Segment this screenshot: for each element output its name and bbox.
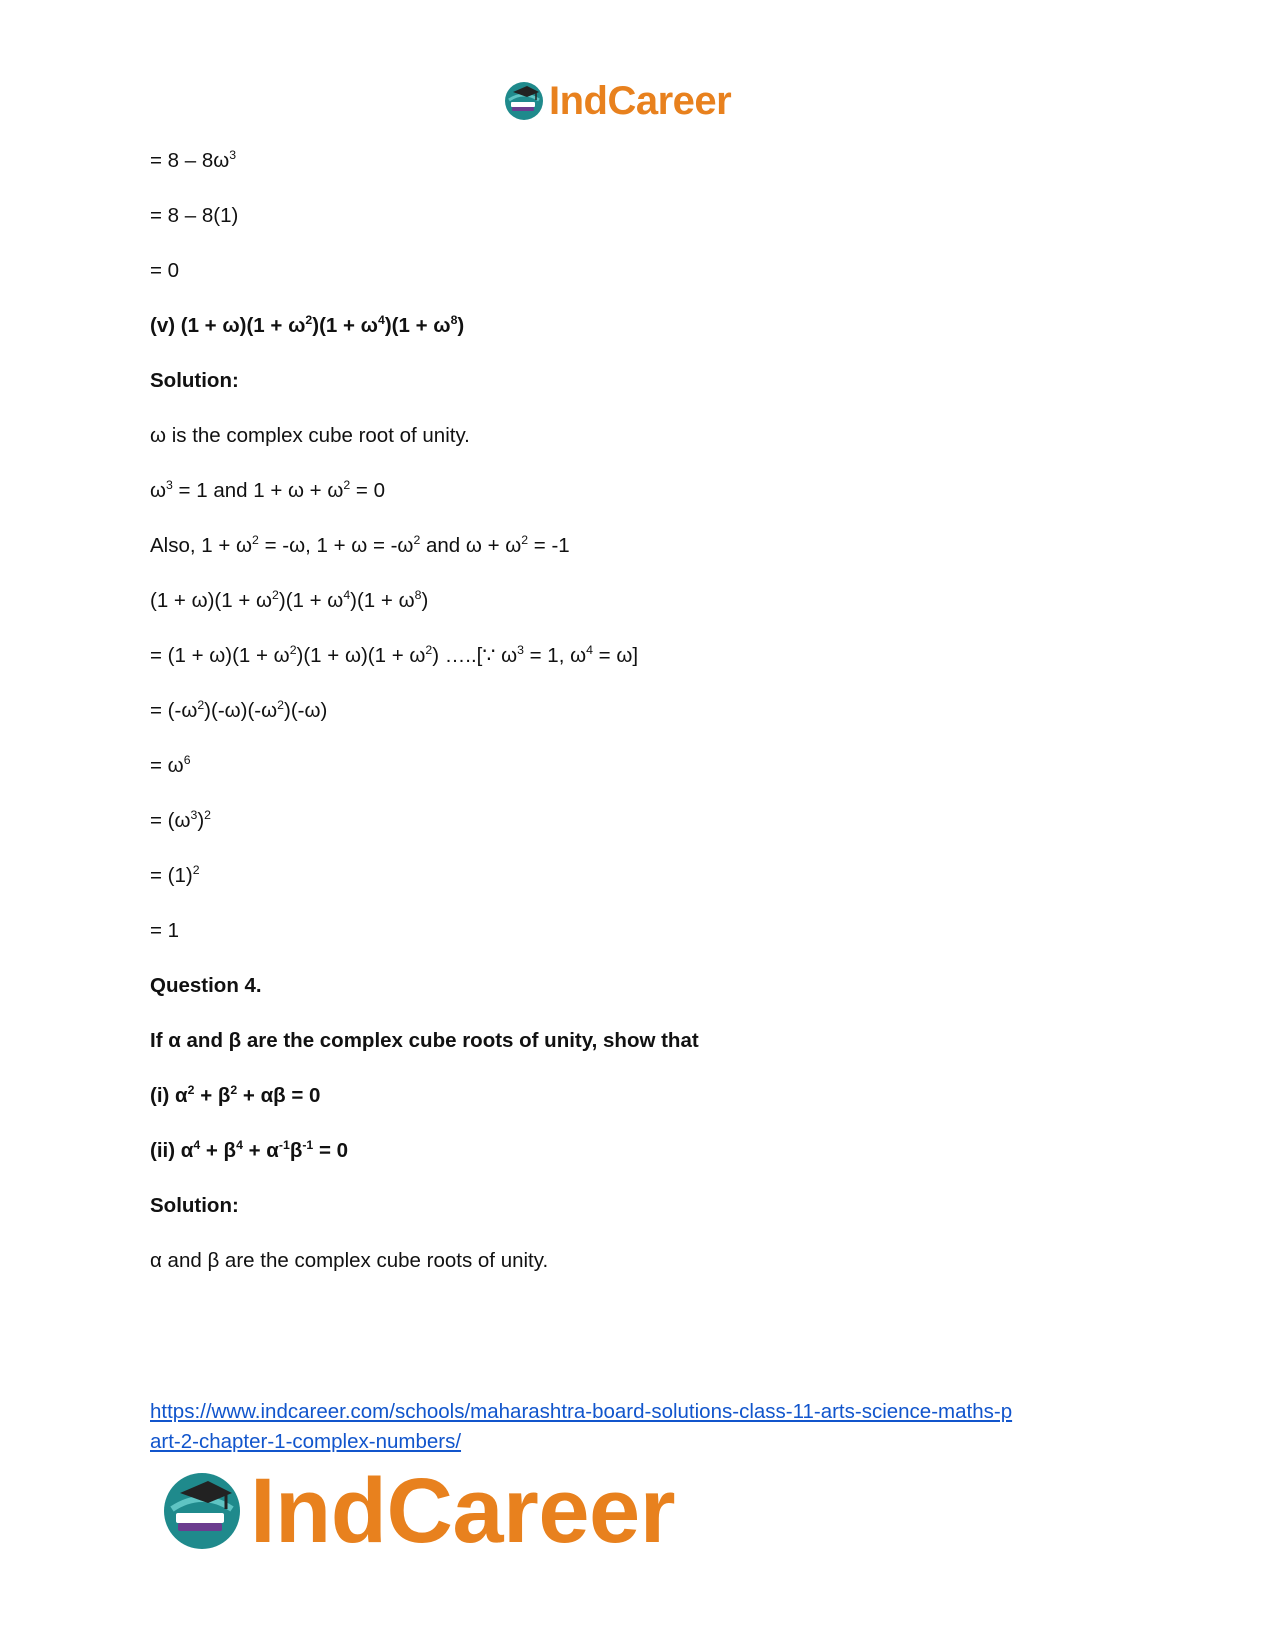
text-run: ) …..[∵ ω	[432, 644, 518, 667]
superscript: 4	[343, 588, 351, 603]
superscript: 2	[413, 533, 421, 548]
text-run: = (-ω	[150, 699, 198, 722]
text-line	[150, 641, 1130, 696]
text-run: )(1 + ω	[384, 314, 451, 337]
footer-logo	[160, 1460, 675, 1562]
superscript: 8	[414, 588, 422, 603]
text-run: + β	[200, 1139, 237, 1162]
superscript: 2	[305, 313, 313, 328]
superscript: 3	[190, 808, 198, 823]
text-run: Solution:	[150, 1194, 239, 1217]
superscript: 2	[192, 863, 200, 878]
text-run: α and β are the complex cube roots of unity.	[150, 1249, 549, 1272]
text-line	[150, 861, 1130, 916]
superscript: 4	[377, 313, 385, 328]
text-run: β	[289, 1139, 303, 1162]
source-link-block	[150, 1397, 1130, 1457]
text-run: )(-ω)	[284, 699, 328, 722]
graduation-globe-books-icon	[503, 80, 545, 122]
text-line	[150, 586, 1130, 641]
text-run: If α and β are the complex cube roots of unity, show that	[150, 1029, 699, 1052]
text-run: = (ω	[150, 809, 191, 832]
text-run: )(1 + ω	[350, 589, 415, 612]
text-run: ω	[150, 479, 167, 502]
superscript: 3	[517, 643, 524, 658]
text-line	[150, 916, 1130, 971]
text-run: )	[457, 314, 465, 337]
superscript: 2	[343, 478, 351, 493]
text-run: )	[421, 589, 429, 612]
text-line	[150, 806, 1130, 861]
text-line	[150, 201, 1130, 256]
text-line	[150, 476, 1130, 531]
footer-logo-text: IndCareer	[250, 1460, 675, 1562]
text-run: + α	[242, 1139, 279, 1162]
superscript: 2	[252, 533, 259, 548]
text-run: )(1 + ω)(1 + ω	[296, 644, 426, 667]
superscript: 2	[230, 1083, 238, 1098]
text-run: = (1 + ω)(1 + ω	[150, 644, 290, 667]
text-run: Solution:	[150, 369, 239, 392]
text-run: (1 + ω)(1 + ω	[150, 589, 273, 612]
superscript: 2	[197, 698, 205, 713]
superscript: 2	[272, 588, 279, 603]
text-line	[150, 971, 1130, 1026]
text-run: = 1	[150, 919, 180, 942]
source-link[interactable]	[150, 1400, 1012, 1453]
text-run: = -1	[528, 534, 570, 557]
text-run: + αβ = 0	[237, 1084, 321, 1107]
superscript: 2	[521, 533, 529, 548]
text-line	[150, 1026, 1130, 1081]
text-run: )(1 + ω	[312, 314, 378, 337]
text-run: + β	[194, 1084, 231, 1107]
superscript: -1	[278, 1138, 290, 1153]
graduation-globe-books-icon	[160, 1469, 244, 1553]
superscript: 6	[183, 753, 191, 768]
text-line	[150, 1136, 1130, 1191]
text-line	[150, 146, 1130, 201]
text-run: = (1)	[150, 864, 193, 887]
superscript: 2	[187, 1083, 195, 1098]
superscript: 8	[450, 313, 458, 328]
text-run: (ii) α	[150, 1139, 194, 1162]
text-run: ω is the complex cube root of unity.	[150, 424, 470, 447]
text-run: = 1 and 1 + ω + ω	[172, 479, 344, 502]
text-line	[150, 1246, 1130, 1301]
superscript: 2	[289, 643, 297, 658]
text-run: = -ω, 1 + ω = -ω	[258, 534, 414, 557]
text-run: (i) α	[150, 1084, 188, 1107]
text-run: )	[197, 809, 205, 832]
document-body	[150, 146, 1130, 1301]
source-link-line-2: art-2-chapter-1-complex-numbers/	[150, 1430, 462, 1453]
text-line	[150, 366, 1130, 421]
header-logo	[503, 80, 731, 122]
superscript: 4	[586, 643, 593, 658]
text-run: = 8 – 8ω	[150, 149, 230, 172]
superscript: 2	[277, 698, 284, 713]
text-line	[150, 256, 1130, 311]
text-run: )(-ω)(-ω	[204, 699, 278, 722]
superscript: 3	[229, 148, 237, 163]
text-line	[150, 531, 1130, 586]
source-link-line-1: https://www.indcareer.com/schools/maharashtra-board-solutions-class-11-arts-science-maths-p	[150, 1400, 1013, 1423]
text-run: (v) (1 + ω)(1 + ω	[150, 314, 306, 337]
text-run: = 8 – 8(1)	[150, 204, 239, 227]
text-line	[150, 1191, 1130, 1246]
text-line	[150, 1081, 1130, 1136]
header-logo-text: IndCareer	[549, 79, 732, 123]
superscript: 2	[204, 808, 212, 823]
text-line	[150, 421, 1130, 476]
text-run: = 0	[313, 1139, 349, 1162]
superscript: -1	[302, 1138, 314, 1153]
text-run: )(1 + ω	[278, 589, 344, 612]
text-run: = 0	[150, 259, 180, 282]
superscript: 4	[193, 1138, 201, 1153]
text-line	[150, 696, 1130, 751]
text-run: and ω + ω	[420, 534, 522, 557]
superscript: 2	[425, 643, 433, 658]
text-run: Question 4.	[150, 974, 262, 997]
text-run: Also, 1 + ω	[150, 534, 253, 557]
text-run: = 1, ω	[523, 644, 587, 667]
text-run: = 0	[350, 479, 385, 502]
superscript: 4	[236, 1138, 243, 1153]
superscript: 3	[166, 478, 173, 493]
text-line	[150, 751, 1130, 806]
text-line	[150, 311, 1130, 366]
text-run: = ω]	[592, 644, 639, 667]
text-run: = ω	[150, 754, 184, 777]
